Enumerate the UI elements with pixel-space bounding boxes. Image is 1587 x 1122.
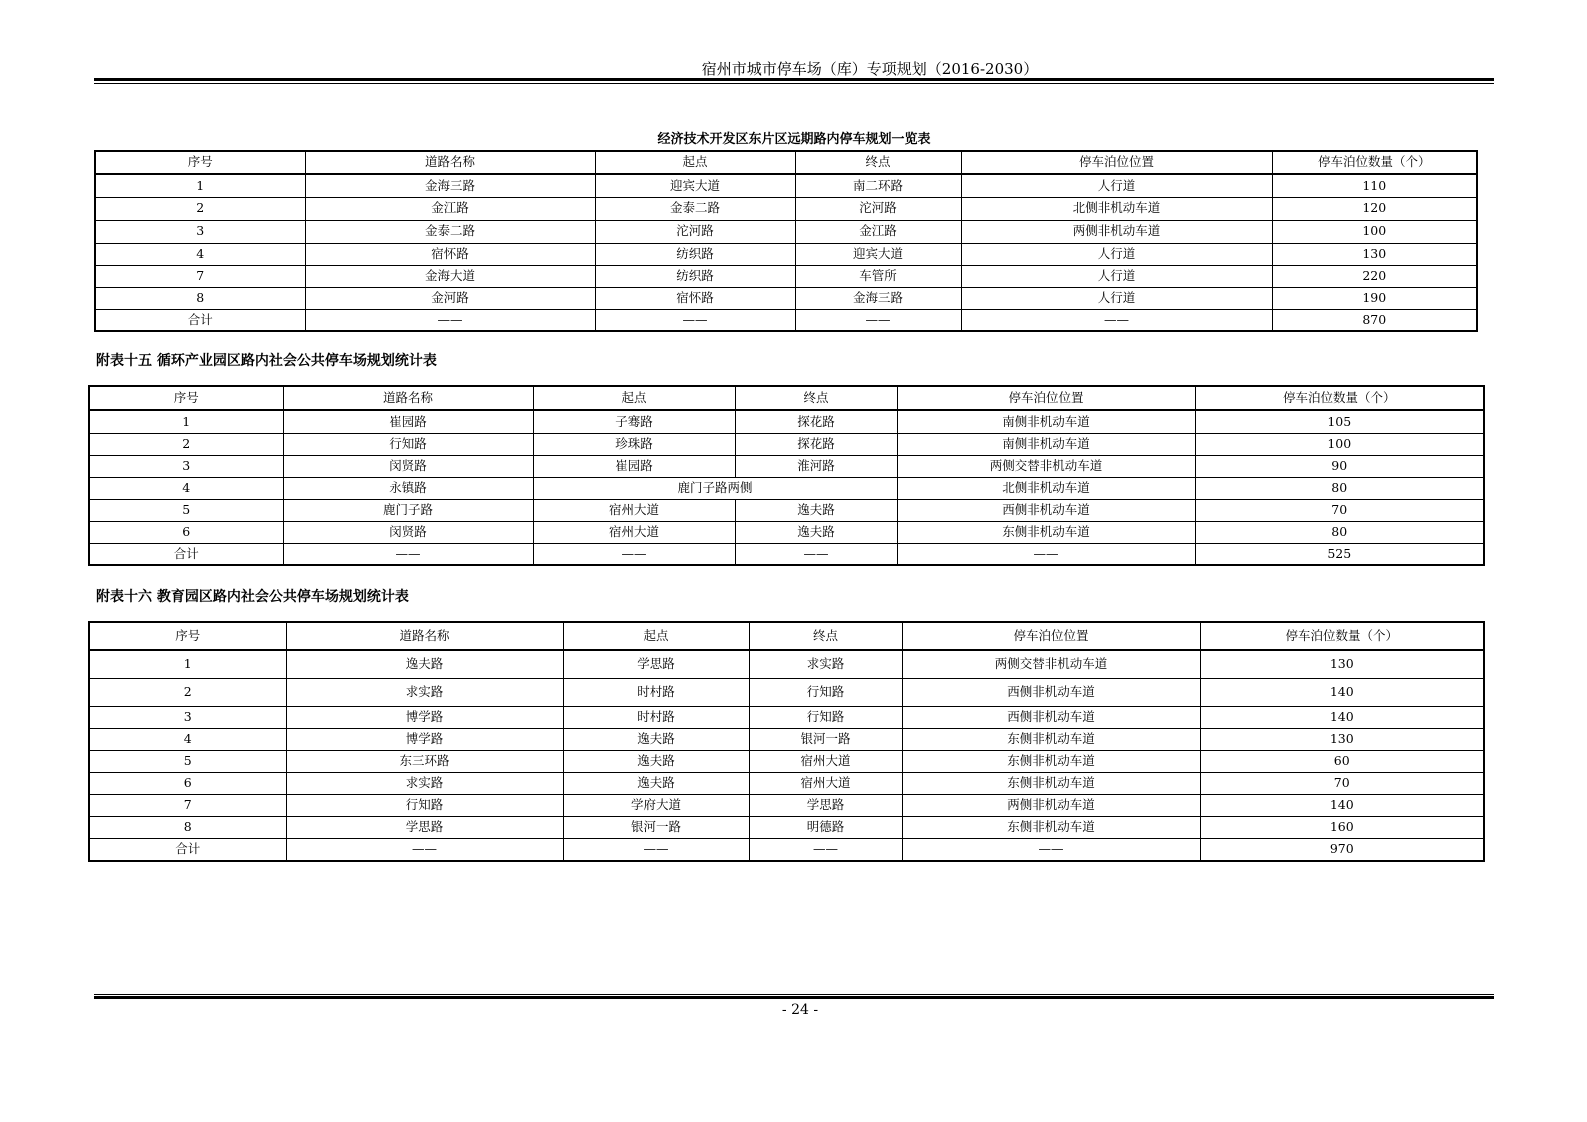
cell-start-end-merged: 鹿门子路两侧 (533, 477, 897, 499)
cell-end: 逸夫路 (735, 521, 897, 543)
cell-position: 东侧非机动车道 (902, 772, 1200, 794)
table-row (89, 772, 1484, 794)
cell-index: 2 (89, 678, 286, 706)
cell-start: 学思路 (563, 650, 749, 678)
cell-start: 逸夫路 (563, 772, 749, 794)
cell-dash: —— (563, 838, 749, 861)
cell-dash: —— (795, 309, 961, 331)
cell-position: 西侧非机动车道 (902, 678, 1200, 706)
table1-col-end: 终点 (795, 151, 961, 174)
table3-col-road: 道路名称 (286, 622, 563, 650)
cell-count: 130 (1272, 243, 1477, 265)
cell-dash: —— (305, 309, 595, 331)
cell-end: 南二环路 (795, 174, 961, 197)
cell-start: 子骞路 (533, 410, 735, 433)
header-rule-thin (94, 83, 1494, 84)
cell-road: 鹿门子路 (283, 499, 533, 521)
cell-index: 5 (89, 750, 286, 772)
cell-index: 7 (89, 794, 286, 816)
cell-position: 人行道 (961, 174, 1272, 197)
table3-col-count: 停车泊位数量（个） (1200, 622, 1484, 650)
table-row (89, 410, 1484, 433)
cell-index: 6 (89, 772, 286, 794)
table-row (89, 728, 1484, 750)
cell-index: 3 (89, 706, 286, 728)
table-row (95, 243, 1477, 265)
cell-total-label: 合计 (89, 838, 286, 861)
cell-count: 140 (1200, 706, 1484, 728)
cell-count: 130 (1200, 728, 1484, 750)
cell-count: 105 (1195, 410, 1484, 433)
cell-dash: —— (533, 543, 735, 565)
table-row (89, 521, 1484, 543)
table3 (88, 621, 1485, 862)
table1-col-position: 停车泊位位置 (961, 151, 1272, 174)
table-total-row (89, 543, 1484, 565)
cell-position: 西侧非机动车道 (902, 706, 1200, 728)
cell-start: 逸夫路 (563, 728, 749, 750)
cell-dash: —— (897, 543, 1195, 565)
cell-start: 时村路 (563, 678, 749, 706)
table1 (94, 150, 1478, 332)
cell-position: 北侧非机动车道 (897, 477, 1195, 499)
cell-dash: —— (735, 543, 897, 565)
cell-count: 70 (1200, 772, 1484, 794)
table-row (89, 706, 1484, 728)
cell-road: 求实路 (286, 678, 563, 706)
cell-index: 1 (95, 174, 305, 197)
cell-road: 金江路 (305, 197, 595, 220)
table3-caption: 附表十六 教育园区路内社会公共停车场规划统计表 (96, 589, 409, 605)
cell-road: 金河路 (305, 287, 595, 309)
cell-dash: —— (961, 309, 1272, 331)
table-total-row (89, 838, 1484, 861)
cell-total-label: 合计 (89, 543, 283, 565)
table-row (95, 265, 1477, 287)
cell-road: 宿怀路 (305, 243, 595, 265)
cell-count: 80 (1195, 521, 1484, 543)
cell-dash: —— (902, 838, 1200, 861)
cell-count: 220 (1272, 265, 1477, 287)
table-row (95, 174, 1477, 197)
cell-start: 纺织路 (595, 243, 795, 265)
table2-caption: 附表十五 循环产业园区路内社会公共停车场规划统计表 (96, 353, 437, 369)
table1-col-count: 停车泊位数量（个） (1272, 151, 1477, 174)
cell-road: 金海大道 (305, 265, 595, 287)
cell-position: 西侧非机动车道 (897, 499, 1195, 521)
cell-start: 时村路 (563, 706, 749, 728)
table1-col-index: 序号 (95, 151, 305, 174)
cell-end: 行知路 (749, 706, 902, 728)
cell-index: 8 (95, 287, 305, 309)
table-row (95, 220, 1477, 243)
table3-col-start: 起点 (563, 622, 749, 650)
table-row (89, 433, 1484, 455)
cell-index: 7 (95, 265, 305, 287)
cell-index: 4 (95, 243, 305, 265)
table3-col-index: 序号 (89, 622, 286, 650)
table-row (89, 816, 1484, 838)
cell-total-label: 合计 (95, 309, 305, 331)
cell-end: 沱河路 (795, 197, 961, 220)
cell-total-value: 525 (1195, 543, 1484, 565)
cell-start: 宿州大道 (533, 521, 735, 543)
cell-position: 北侧非机动车道 (961, 197, 1272, 220)
cell-index: 5 (89, 499, 283, 521)
header-rule-thick (94, 78, 1494, 81)
table3-header-row (89, 622, 1484, 650)
cell-position: 人行道 (961, 265, 1272, 287)
cell-end: 金江路 (795, 220, 961, 243)
cell-end: 宿州大道 (749, 750, 902, 772)
cell-start: 崔园路 (533, 455, 735, 477)
cell-start: 珍珠路 (533, 433, 735, 455)
cell-count: 100 (1195, 433, 1484, 455)
table-total-row (95, 309, 1477, 331)
cell-position: 东侧非机动车道 (902, 750, 1200, 772)
page-number: - 24 - (781, 1002, 819, 1018)
footer-rule-thick (94, 996, 1494, 999)
cell-road: 学思路 (286, 816, 563, 838)
cell-position: 东侧非机动车道 (902, 816, 1200, 838)
cell-total-value: 970 (1200, 838, 1484, 861)
cell-position: 南侧非机动车道 (897, 410, 1195, 433)
cell-count: 80 (1195, 477, 1484, 499)
cell-count: 110 (1272, 174, 1477, 197)
cell-start: 宿州大道 (533, 499, 735, 521)
cell-count: 140 (1200, 794, 1484, 816)
cell-end: 车管所 (795, 265, 961, 287)
cell-dash: —— (283, 543, 533, 565)
cell-dash: —— (595, 309, 795, 331)
cell-index: 8 (89, 816, 286, 838)
cell-road: 永镇路 (283, 477, 533, 499)
cell-start: 迎宾大道 (595, 174, 795, 197)
cell-start: 逸夫路 (563, 750, 749, 772)
cell-count: 160 (1200, 816, 1484, 838)
table2-col-end: 终点 (735, 386, 897, 410)
cell-end: 宿州大道 (749, 772, 902, 794)
footer-rule-thin (94, 994, 1494, 995)
table1-caption: 经济技术开发区东片区远期路内停车规划一览表 (657, 132, 931, 147)
cell-end: 探花路 (735, 410, 897, 433)
table3-col-end: 终点 (749, 622, 902, 650)
table2-col-position: 停车泊位位置 (897, 386, 1195, 410)
cell-count: 140 (1200, 678, 1484, 706)
cell-index: 2 (89, 433, 283, 455)
cell-end: 探花路 (735, 433, 897, 455)
table1-col-start: 起点 (595, 151, 795, 174)
cell-start: 学府大道 (563, 794, 749, 816)
cell-total-value: 870 (1272, 309, 1477, 331)
cell-road: 博学路 (286, 728, 563, 750)
cell-count: 70 (1195, 499, 1484, 521)
cell-position: 两侧非机动车道 (902, 794, 1200, 816)
cell-end: 迎宾大道 (795, 243, 961, 265)
cell-position: 东侧非机动车道 (897, 521, 1195, 543)
cell-dash: —— (749, 838, 902, 861)
table-row (89, 750, 1484, 772)
cell-road: 逸夫路 (286, 650, 563, 678)
cell-road: 闵贤路 (283, 455, 533, 477)
cell-road: 金海三路 (305, 174, 595, 197)
table1-col-road: 道路名称 (305, 151, 595, 174)
table2 (88, 385, 1485, 566)
cell-position: 两侧交替非机动车道 (897, 455, 1195, 477)
table-row (89, 794, 1484, 816)
cell-count: 90 (1195, 455, 1484, 477)
cell-position: 两侧交替非机动车道 (902, 650, 1200, 678)
cell-position: 南侧非机动车道 (897, 433, 1195, 455)
cell-end: 银河一路 (749, 728, 902, 750)
table-row (89, 650, 1484, 678)
table2-col-count: 停车泊位数量（个） (1195, 386, 1484, 410)
cell-road: 行知路 (283, 433, 533, 455)
cell-end: 金海三路 (795, 287, 961, 309)
cell-position: 人行道 (961, 243, 1272, 265)
cell-count: 130 (1200, 650, 1484, 678)
cell-start: 金泰二路 (595, 197, 795, 220)
table2-header-row (89, 386, 1484, 410)
cell-road: 行知路 (286, 794, 563, 816)
cell-count: 190 (1272, 287, 1477, 309)
table-row (89, 678, 1484, 706)
cell-index: 6 (89, 521, 283, 543)
cell-index: 1 (89, 650, 286, 678)
cell-end: 淮河路 (735, 455, 897, 477)
cell-position: 两侧非机动车道 (961, 220, 1272, 243)
cell-index: 4 (89, 728, 286, 750)
cell-end: 逸夫路 (735, 499, 897, 521)
table2-col-index: 序号 (89, 386, 283, 410)
cell-index: 1 (89, 410, 283, 433)
cell-end: 学思路 (749, 794, 902, 816)
cell-count: 60 (1200, 750, 1484, 772)
table-row (89, 455, 1484, 477)
cell-start: 沱河路 (595, 220, 795, 243)
cell-count: 100 (1272, 220, 1477, 243)
table-row (95, 287, 1477, 309)
cell-count: 120 (1272, 197, 1477, 220)
cell-road: 崔园路 (283, 410, 533, 433)
table-row (89, 477, 1484, 499)
table3-col-position: 停车泊位位置 (902, 622, 1200, 650)
table2-col-start: 起点 (533, 386, 735, 410)
table-row (95, 197, 1477, 220)
cell-dash: —— (286, 838, 563, 861)
cell-start: 纺织路 (595, 265, 795, 287)
table-row (89, 499, 1484, 521)
table1-header-row (95, 151, 1477, 174)
table2-col-road: 道路名称 (283, 386, 533, 410)
cell-position: 人行道 (961, 287, 1272, 309)
cell-road: 博学路 (286, 706, 563, 728)
cell-end: 明德路 (749, 816, 902, 838)
cell-end: 行知路 (749, 678, 902, 706)
cell-index: 3 (95, 220, 305, 243)
cell-index: 2 (95, 197, 305, 220)
cell-start: 宿怀路 (595, 287, 795, 309)
cell-road: 闵贤路 (283, 521, 533, 543)
document-header-title: 宿州市城市停车场（库）专项规划（2016-2030） (701, 60, 1039, 78)
cell-end: 求实路 (749, 650, 902, 678)
cell-road: 求实路 (286, 772, 563, 794)
cell-start: 银河一路 (563, 816, 749, 838)
cell-position: 东侧非机动车道 (902, 728, 1200, 750)
cell-road: 东三环路 (286, 750, 563, 772)
cell-road: 金泰二路 (305, 220, 595, 243)
cell-index: 4 (89, 477, 283, 499)
cell-index: 3 (89, 455, 283, 477)
